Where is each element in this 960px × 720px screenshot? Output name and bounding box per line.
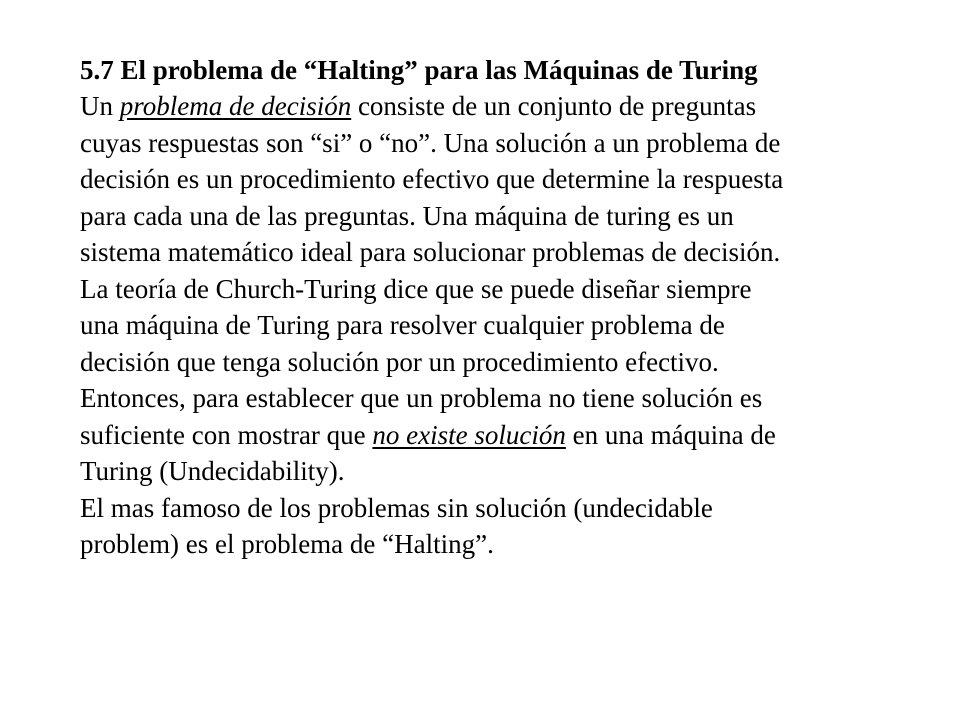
body-line-10 [80,417,940,454]
body-line-11: Turing (Undecidability). [80,456,345,486]
slide-title: 5.7 El problema de “Halting” para las Máquinas de Turing [80,55,758,85]
body-line-7: una máquina de Turing para resolver cualquier problema de [80,310,725,340]
body-line-12: El mas famoso de los problemas sin solución (undecidable [80,492,713,523]
body-line-3: decisión es un procedimiento efectivo que determine la respuesta [80,164,784,194]
body-line-4: para cada una de las preguntas. Una máquina de turing es un [80,200,734,231]
slide-content [80,52,940,563]
body-line-1 [80,88,940,125]
body-line-1-post: consiste de un conjunto de preguntas [351,91,757,121]
body-line-6: La teoría de Church-Turing dice que se puede diseñar siempre [80,273,752,304]
body-line-9: Entonces, para establecer que un problema no tiene solución es [80,383,763,413]
term-decision-problem: problema de decisión [119,91,352,121]
body-line-8: decisión que tenga solución por un procedimiento efectivo. [80,346,719,377]
body-line-13: problem) es el problema de “Halting”. [80,529,494,559]
body-line-1-pre: Un [80,91,120,121]
body-line-10-post: en una máquina de [565,419,776,450]
term-no-solution: no existe solución [372,419,566,450]
body-line-5: sistema matemático ideal para solucionar problemas de decisión. [80,237,781,267]
body-line-2: cuyas respuestas son “si” o “no”. Una solución a un problema de [80,127,781,158]
body-line-10-pre: suficiente con mostrar que [80,419,373,450]
